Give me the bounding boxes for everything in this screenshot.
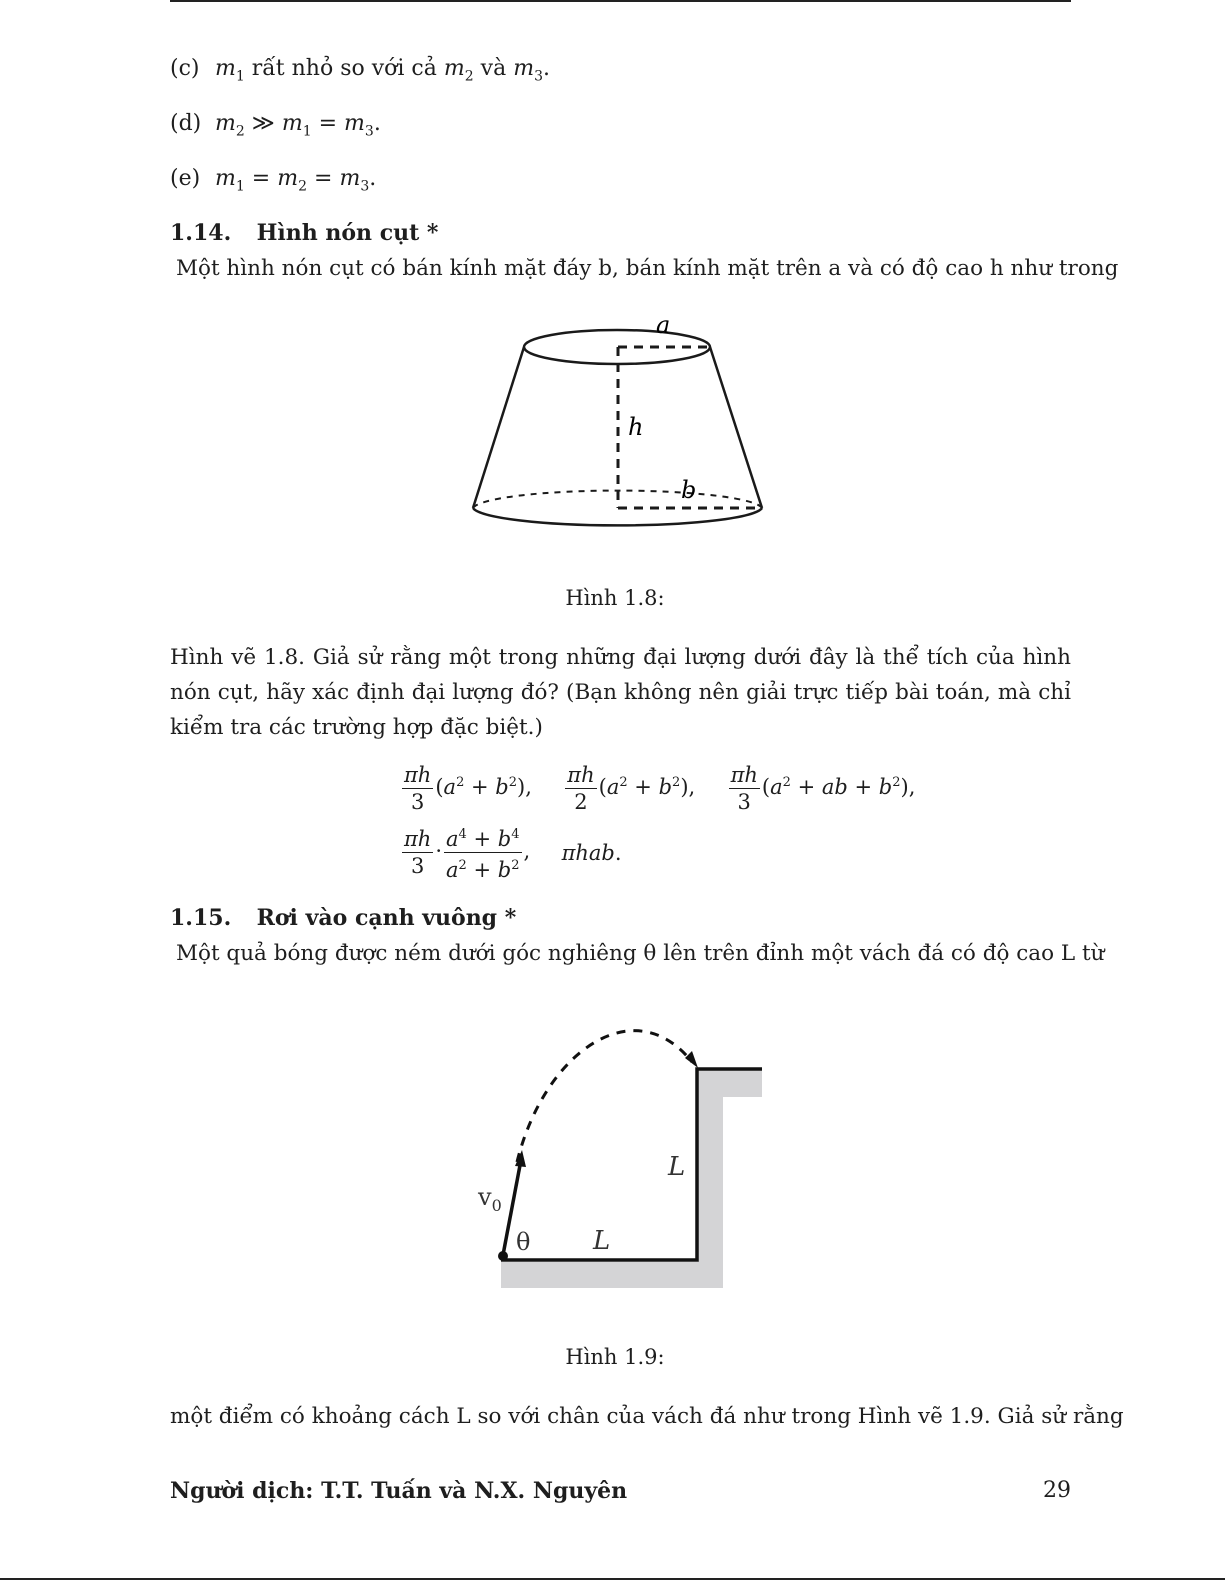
label-v0: $v_0$ — [478, 1183, 502, 1215]
list-item-c — [170, 56, 550, 84]
trajectory-path — [517, 1031, 692, 1162]
section-heading-1-14 — [170, 220, 438, 246]
footer-translators: Người dịch: T.T. Tuấn và N.X. Nguyên — [170, 1478, 628, 1504]
section-body: một điểm có khoảng cách L so với chân của vách đá như trong Hình vẽ 1.9. Giả sử rằng — [170, 1404, 1124, 1429]
item-label: (d) — [170, 111, 202, 136]
formula-row-1 — [400, 762, 915, 815]
truncated-cone-figure — [460, 305, 780, 545]
formula-5: πhab. — [561, 840, 622, 865]
bottom-front-arc — [473, 508, 762, 525]
figure-caption-1-9: Hình 1.9: — [565, 1345, 665, 1369]
item-text: $m_1$ rất nhỏ so với cả $m_2$ và $m_3$. — [215, 56, 550, 85]
label-theta: θ — [516, 1228, 531, 1256]
cliff-projectile-figure — [470, 1000, 780, 1300]
section-heading-1-15 — [170, 905, 516, 931]
left-slant-edge — [473, 347, 524, 508]
label-b: b — [681, 476, 697, 504]
section-intro: Một hình nón cụt có bán kính mặt đáy b, bán kính mặt trên a và có độ cao h như trong — [176, 256, 1119, 281]
bottom-rule — [0, 1578, 1225, 1580]
item-text: $m_2$ ≫ $m_1 = m_3$. — [215, 111, 381, 140]
formula-row-2 — [400, 822, 622, 883]
label-L-horizontal: L — [593, 1226, 611, 1256]
formula-2: $\frac{\pi h}{2}$ $(a^2 + b^2)$, — [567, 763, 696, 814]
top-rule — [170, 0, 1071, 2]
wall-shading — [698, 1092, 723, 1288]
list-item-d — [170, 111, 381, 139]
page-number: 29 — [1043, 1478, 1071, 1503]
section-title: Rơi vào cạnh vuông * — [256, 905, 517, 931]
label-h: h — [628, 413, 644, 441]
label-L-vertical: L — [668, 1152, 686, 1182]
formula-4: $\frac{\pi h}{3}$ · $\frac{a^4 + b^4}{a^2 + b^2}$ , — [400, 822, 530, 883]
top-shading — [698, 1070, 762, 1097]
item-text: $m_1 = m_2 = m_3$. — [215, 166, 377, 195]
formula-3: $\frac{\pi h}{3}$ ($a^2$ + ab + $b^2$), — [730, 763, 916, 814]
figure-caption-1-8: Hình 1.8: — [565, 586, 665, 610]
right-slant-edge — [710, 347, 762, 508]
ground-shading — [501, 1262, 723, 1288]
section-body: Hình vẽ 1.8. Giả sử rằng một trong những đại lượng dưới đây là thể tích của hình nón cụt, hãy xác định đại lượng đó? (Bạn không nên giải trực tiếp bài toán, mà chỉ kiểm tra các trường hợp đặc biệt.) — [170, 645, 1071, 740]
item-label: (c) — [170, 56, 200, 81]
section-title: Hình nón cụt * — [256, 220, 439, 246]
label-a: a — [656, 311, 671, 339]
trajectory-arrowhead — [685, 1051, 698, 1068]
section-number: 1.14. — [170, 220, 232, 246]
item-label: (e) — [170, 166, 201, 191]
section-number: 1.15. — [170, 905, 232, 931]
list-item-e — [170, 166, 376, 194]
launch-point — [498, 1251, 508, 1261]
formula-1: $\frac{\pi h}{3}$ $(a^2 + b^2)$, — [404, 763, 532, 814]
section-intro: Một quả bóng được ném dưới góc nghiêng θ lên trên đỉnh một vách đá có độ cao L từ — [176, 941, 1105, 966]
